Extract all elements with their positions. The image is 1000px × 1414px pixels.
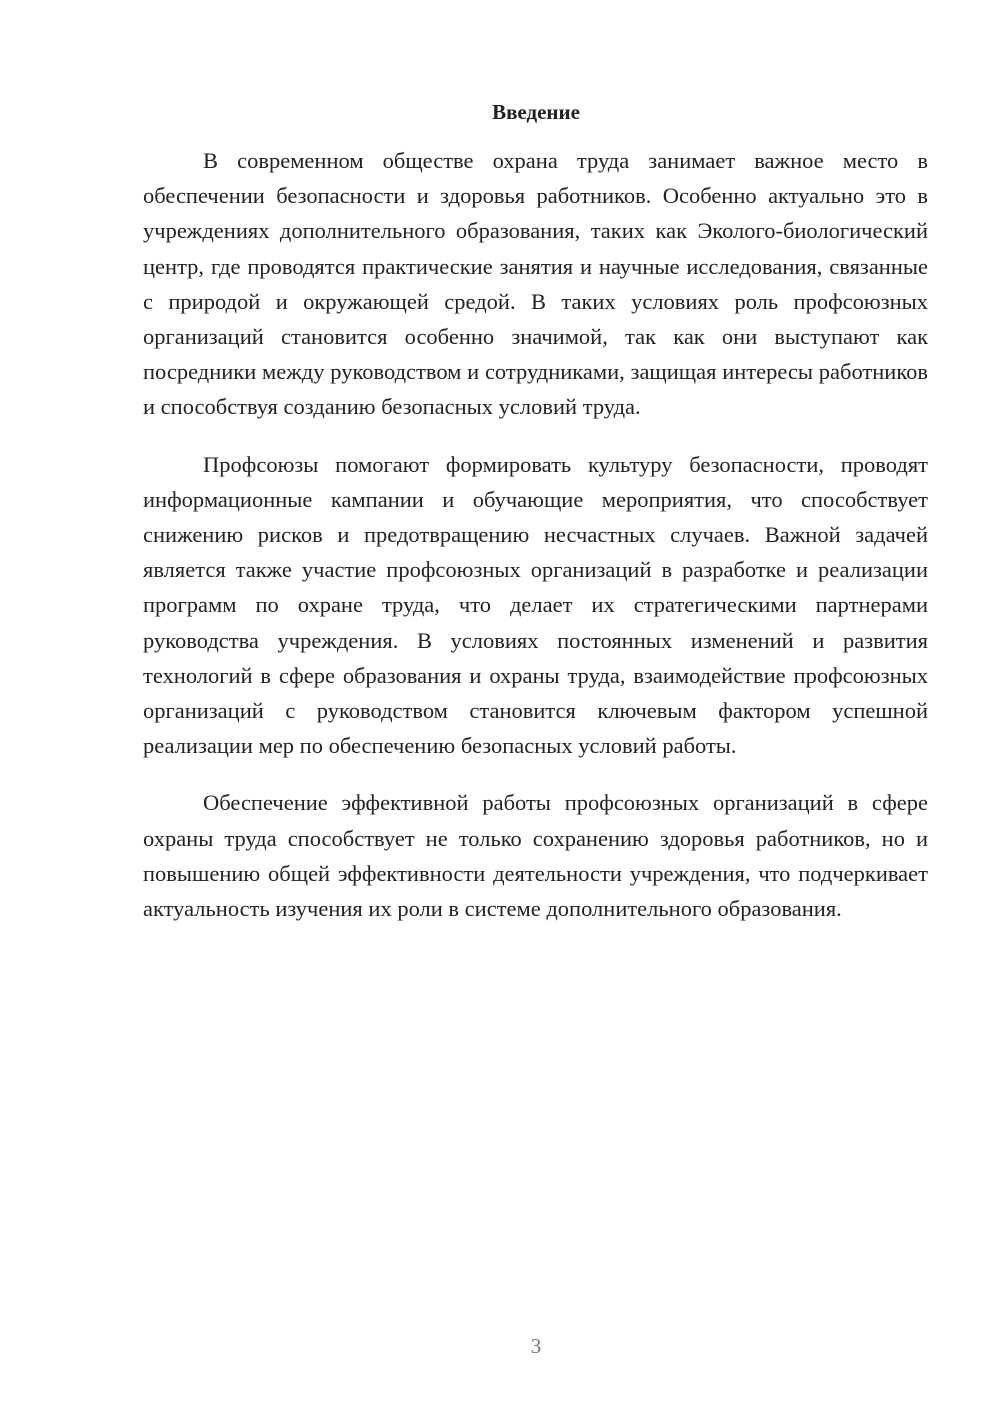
paragraph-1: В современном обществе охрана труда занимает важное место в обеспечении безопасности и здоровья работников. Особенно актуально это в учреждениях дополнительного образования, таких как Эколого-биологический центр, где проводятся практические занятия и научные исследования, связанные с природой и окружающей средой. В таких условиях роль профсоюзных организаций становится особенно значимой, так как они выступают как посредники между руководством и сотрудниками, защищая интересы работников и способствуя созданию безопасных условий труда. [143, 148, 928, 420]
section-title: Введение [492, 100, 580, 124]
paragraph-2: Профсоюзы помогают формировать культуру безопасности, проводят информационные кампании и обучающие мероприятия, что способствует снижению рисков и предотвращению несчастных случаев. Важной задачей является также участие профсоюзных организаций в разработке и реализации программ по охране труда, что делает их стратегическими партнерами руководства учреждения. В условиях постоянных изменений и развития технологий в сфере образования и охраны труда, взаимодействие профсоюзных организаций с руководством становится ключевым фактором успешной реализации мер по обеспечению безопасных условий работы. [143, 451, 928, 759]
body-text [143, 143, 928, 948]
paragraph-3: Обеспечение эффективной работы профсоюзных организаций в сфере охраны труда способствует не только сохранению здоровья работников, но и повышению общей эффективности деятельности учреждения, что подчеркивает актуальность изучения их роли в системе дополнительного образования. [143, 790, 928, 922]
page-number: 3 [530, 1334, 542, 1358]
